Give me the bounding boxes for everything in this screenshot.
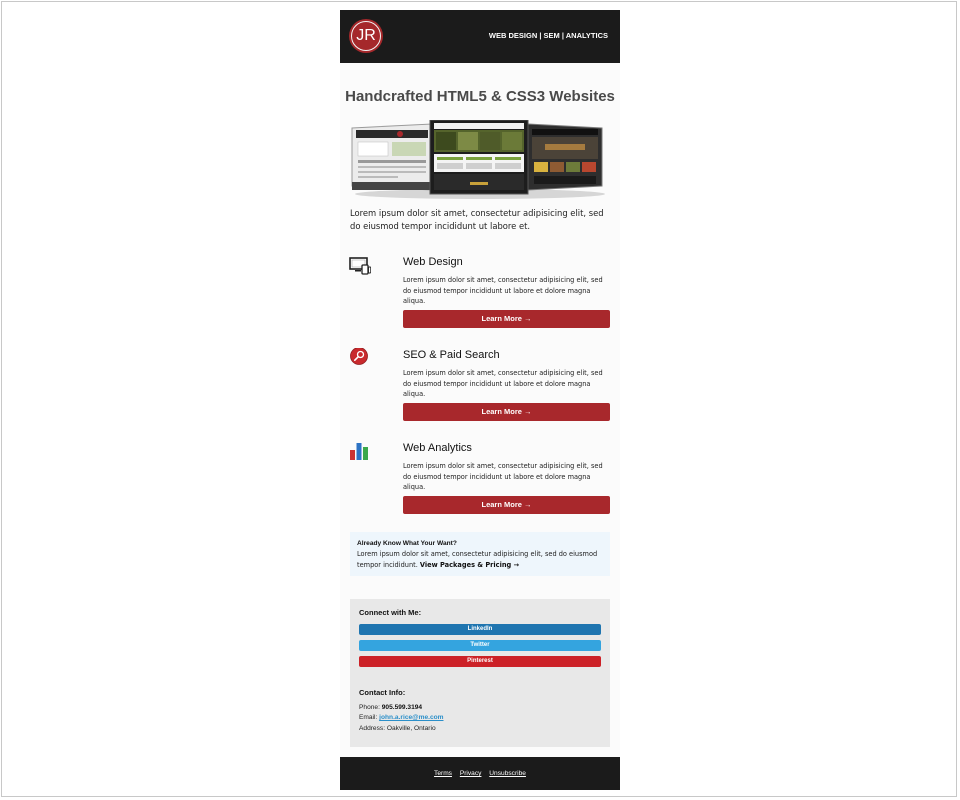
intro-text: Lorem ipsum dolor sit amet, consectetur adipisicing elit, sed do eiusmod tempor incididunt ut labore et. bbox=[350, 208, 604, 231]
email-link[interactable]: john.a.rice@me.com bbox=[379, 714, 444, 721]
callout-text: Lorem ipsum dolor sit amet, consectetur adipisicing elit, sed do eiusmod tempor incididunt. bbox=[357, 550, 598, 569]
contact-email bbox=[359, 714, 444, 721]
mockup-center bbox=[430, 120, 528, 194]
hero-title: Handcrafted HTML5 & CSS3 Websites bbox=[345, 88, 615, 105]
pinterest-button[interactable]: Pinterest bbox=[359, 656, 601, 667]
service-title: Web Analytics bbox=[403, 442, 472, 454]
linkedin-button[interactable]: LinkedIn bbox=[359, 624, 601, 635]
footer-links bbox=[340, 770, 620, 777]
logo-text: JR bbox=[351, 21, 381, 51]
logo[interactable] bbox=[349, 19, 383, 53]
email-header bbox=[340, 10, 620, 63]
twitter-button[interactable]: Twitter bbox=[359, 640, 601, 651]
connect-panel bbox=[350, 599, 610, 747]
magnifier-icon bbox=[349, 348, 371, 370]
pricing-callout bbox=[350, 532, 610, 576]
terms-link[interactable]: Terms bbox=[434, 770, 452, 777]
address-label: Address: bbox=[359, 725, 386, 732]
contact-phone bbox=[359, 704, 422, 711]
header-nav[interactable]: WEB DESIGN | SEM | ANALYTICS bbox=[488, 31, 608, 40]
contact-address bbox=[359, 725, 436, 732]
callout-body bbox=[357, 549, 607, 570]
service-web-design bbox=[340, 255, 620, 335]
contact-title: Contact Info: bbox=[359, 688, 406, 697]
mockup-right bbox=[528, 124, 602, 190]
connect-title: Connect with Me: bbox=[359, 608, 422, 617]
service-analytics bbox=[340, 441, 620, 521]
email-footer bbox=[340, 757, 620, 790]
service-description: Lorem ipsum dolor sit amet, consectetur adipisicing elit, sed do eiusmod tempor incididunt ut labore et dolore magna aliqua. bbox=[403, 369, 603, 398]
callout-title: Already Know What Your Want? bbox=[357, 540, 457, 547]
service-description: Lorem ipsum dolor sit amet, consectetur adipisicing elit, sed do eiusmod tempor incididunt ut labore et dolore magna aliqua. bbox=[403, 276, 603, 305]
email-label: Email: bbox=[359, 714, 378, 721]
service-description: Lorem ipsum dolor sit amet, consectetur adipisicing elit, sed do eiusmod tempor incididunt ut labore et dolore magna aliqua. bbox=[403, 462, 603, 491]
service-seo bbox=[340, 348, 620, 428]
unsubscribe-link[interactable]: Unsubscribe bbox=[489, 770, 526, 777]
mockup-left bbox=[352, 124, 432, 190]
bar-chart-icon bbox=[349, 441, 371, 463]
learn-more-button[interactable]: Learn More → bbox=[403, 310, 610, 328]
privacy-link[interactable]: Privacy bbox=[459, 770, 482, 777]
address-value: Oakville, Ontario bbox=[386, 725, 436, 732]
learn-more-button[interactable]: Learn More → bbox=[403, 496, 610, 514]
devices-icon bbox=[349, 255, 371, 277]
service-title: Web Design bbox=[403, 256, 463, 268]
service-title: SEO & Paid Search bbox=[403, 349, 500, 361]
email-template bbox=[340, 10, 620, 790]
view-packages-link[interactable]: View Packages & Pricing → bbox=[419, 560, 520, 569]
website-mockups-image bbox=[350, 120, 610, 200]
phone-label: Phone: bbox=[359, 704, 380, 711]
phone-value: 905.599.3194 bbox=[381, 704, 423, 711]
learn-more-button[interactable]: Learn More → bbox=[403, 403, 610, 421]
